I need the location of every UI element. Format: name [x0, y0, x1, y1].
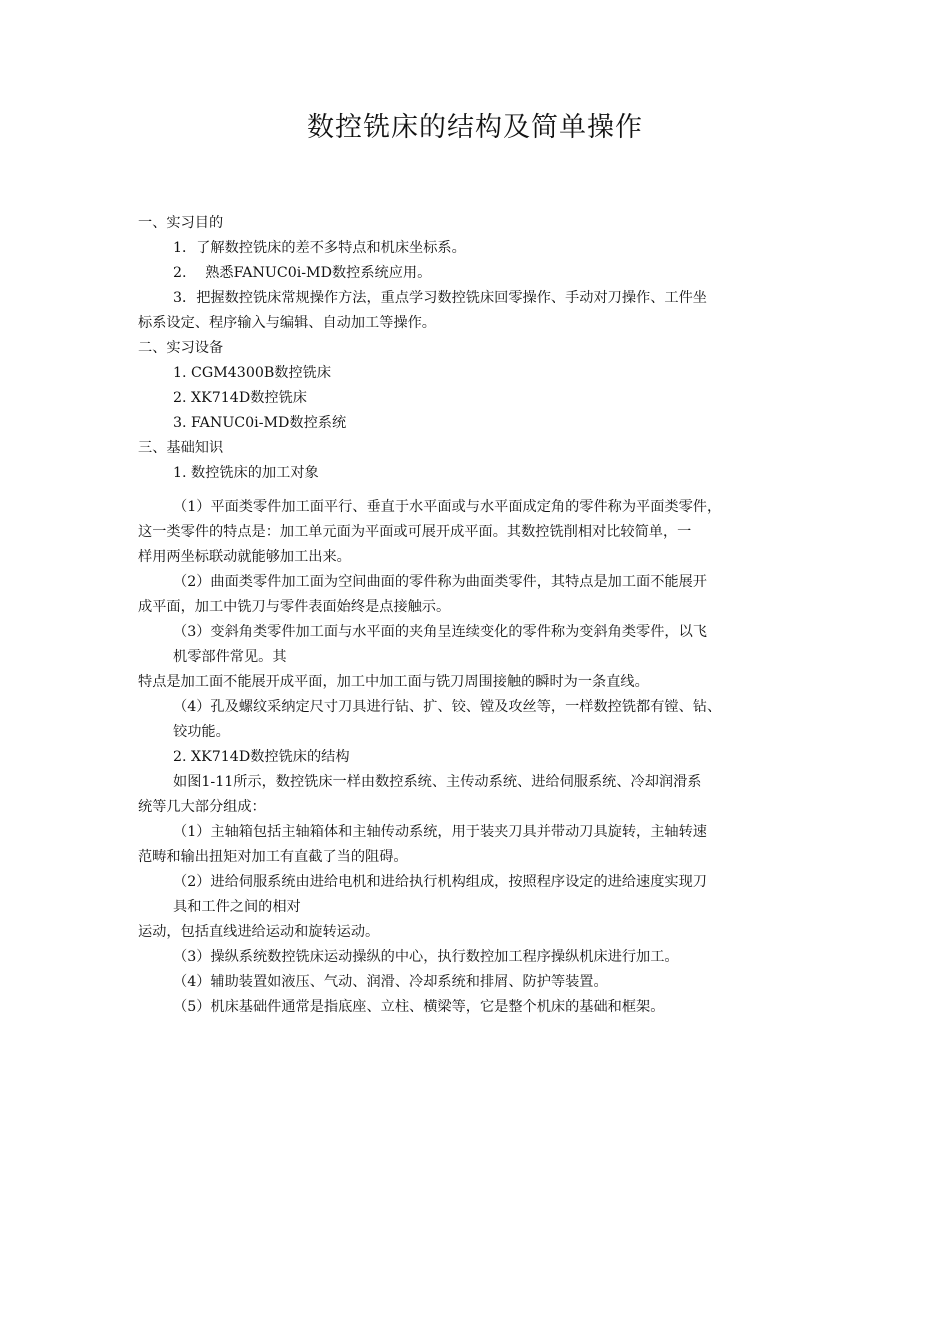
subsection-heading: 2. XK714D数控铣床的结构 — [173, 749, 350, 765]
subsection-heading: 1. 数控铣床的加工对象 — [173, 465, 319, 481]
text-line: 统等几大部分组成： — [138, 799, 266, 815]
text-line: 1．了解数控铣床的差不多特点和机床坐标系。 — [173, 240, 466, 256]
text-line: 特点是加工面不能展开成平面，加工中加工面与铣刀周围接触的瞬时为一条直线。 — [138, 674, 649, 690]
text-line: （2）曲面类零件加工面为空间曲面的零件称为曲面类零件，其特点是加工面不能展开 — [173, 574, 707, 590]
text-line: 具和工件之间的相对 — [173, 899, 301, 915]
text-line: （3）操纵系统数控铣床运动操纵的中心，执行数控加工程序操纵机床进行加工。 — [173, 949, 679, 965]
text-line: 这一类零件的特点是：加工单元面为平面或可展开成平面。其数控铣削相对比较简单，一 — [138, 524, 692, 540]
text-line: 3．把握数控铣床常规操作方法，重点学习数控铣床回零操作、手动对刀操作、工件坐 — [173, 290, 707, 306]
section-heading: 一、实习目的 — [138, 215, 224, 231]
text-line: 运动，包括直线进给运动和旋转运动。 — [138, 924, 380, 940]
text-line: 2. 熟悉FANUC0i-MD数控系统应用。 — [173, 265, 432, 281]
text-line: （4）孔及螺纹采纳定尺寸刀具进行钻、扩、铰、镗及攻丝等，一样数控铣都有镗、钻、 — [173, 699, 722, 715]
text-line: 成平面，加工中铣刀与零件表面始终是点接触示。 — [138, 599, 451, 615]
section-heading: 三、基础知识 — [138, 440, 224, 456]
text-line: （1）主轴箱包括主轴箱体和主轴传动系统，用于装夹刀具并带动刀具旋转，主轴转速 — [173, 824, 707, 840]
text-line: 范畴和输出扭矩对加工有直截了当的阻碍。 — [138, 849, 408, 865]
text-line: （1）平面类零件加工面平行、垂直于水平面或与水平面成定角的零件称为平面类零件， — [173, 499, 722, 515]
text-line: 样用两坐标联动就能够加工出来。 — [138, 549, 351, 565]
text-line: （4）辅助装置如液压、气动、润滑、冷却系统和排屑、防护等装置。 — [173, 974, 608, 990]
section-heading: 二、实习设备 — [138, 340, 224, 356]
text-line: 2. XK714D数控铣床 — [173, 390, 307, 406]
document-title: 数控铣床的结构及简单操作 — [307, 112, 643, 143]
text-line: 铰功能。 — [173, 724, 230, 740]
text-line: 1. CGM4300B数控铣床 — [173, 365, 332, 381]
text-line: （5）机床基础件通常是指底座、立柱、横梁等，它是整个机床的基础和框架。 — [173, 999, 665, 1015]
text-line: 机零部件常见。其 — [173, 649, 287, 665]
text-line: 如图1-11所示，数控铣床一样由数控系统、主传动系统、进给伺服系统、冷却润滑系 — [173, 774, 702, 790]
text-line: （2）进给伺服系统由进给电机和进给执行机构组成，按照程序设定的进给速度实现刀 — [173, 874, 707, 890]
text-line: 标系设定、程序输入与编辑、自动加工等操作。 — [138, 315, 436, 331]
text-line: （3）变斜角类零件加工面与水平面的夹角呈连续变化的零件称为变斜角类零件，以飞 — [173, 624, 707, 640]
text-line: 3. FANUC0i-MD数控系统 — [173, 415, 347, 431]
